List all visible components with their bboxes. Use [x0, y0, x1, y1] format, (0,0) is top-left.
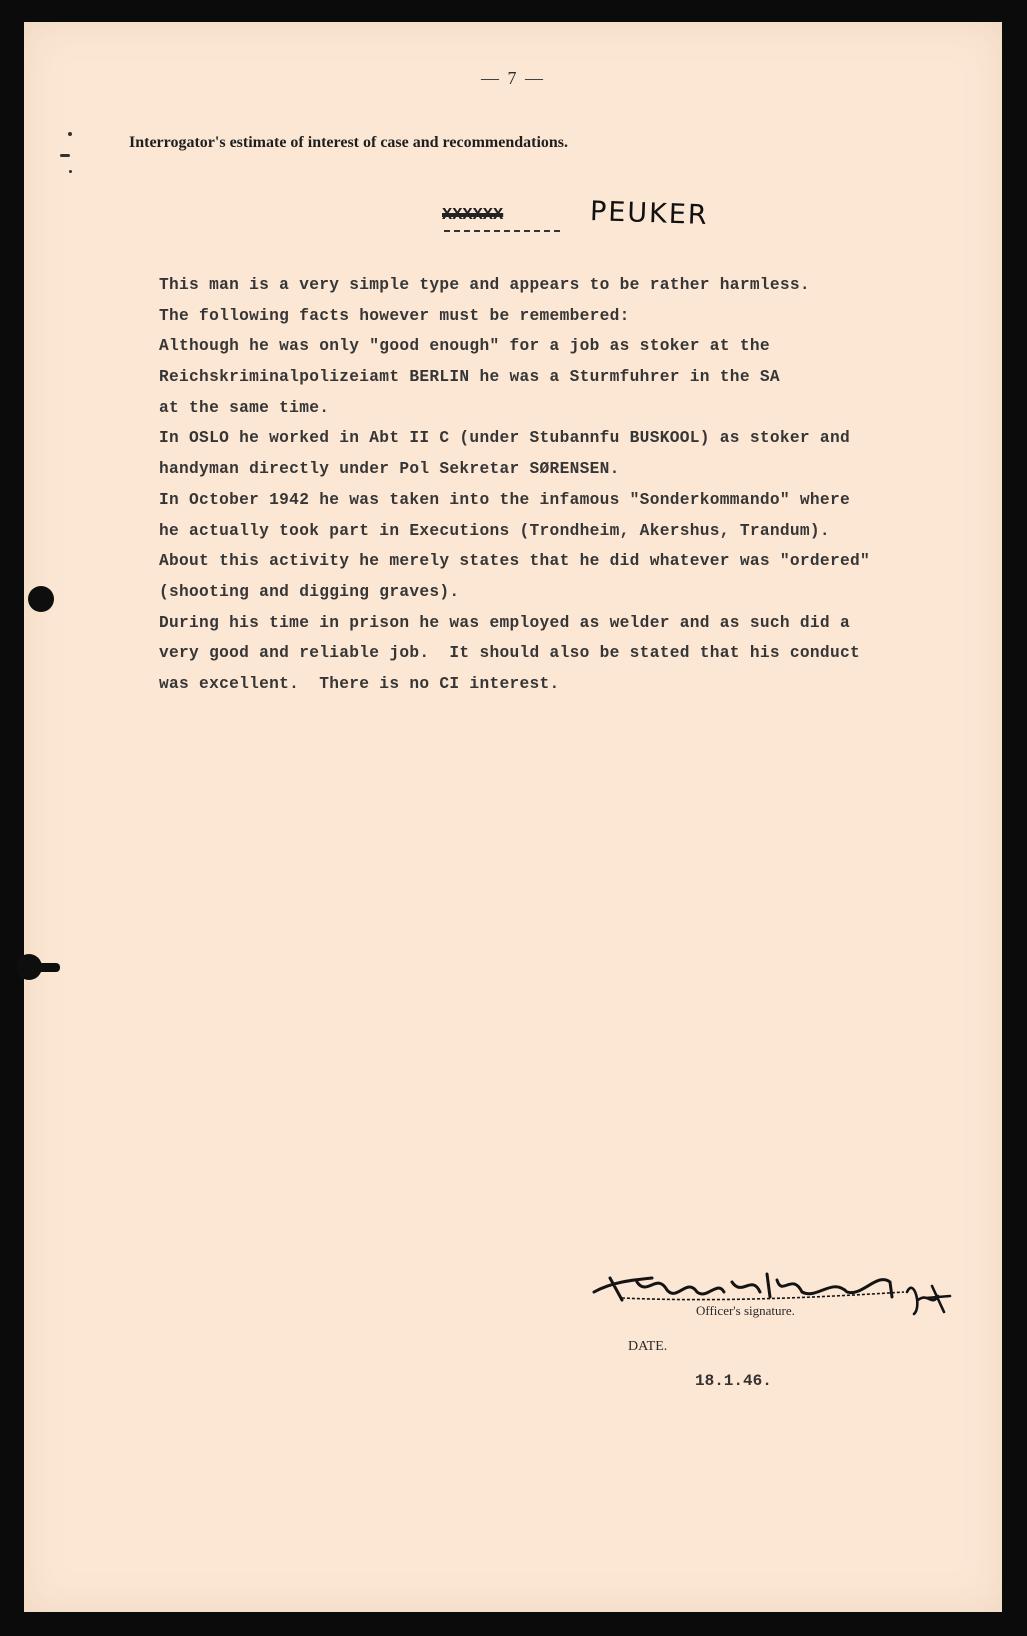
- punch-hole: [28, 586, 54, 612]
- margin-mark: [68, 132, 72, 136]
- page-number: — 7 —: [481, 68, 545, 88]
- subject-name-block: [442, 182, 772, 232]
- body-line: (shooting and digging graves).: [159, 582, 460, 601]
- body-line: In October 1942 he was taken into the infamous "Sonderkommando" where: [159, 490, 850, 509]
- body-line: handyman directly under Pol Sekretar SØRENSEN.: [159, 460, 620, 479]
- officer-signature: [592, 1252, 952, 1332]
- body-line: The following facts however must be remembered:: [159, 306, 630, 325]
- body-line: During his time in prison he was employed as welder and as such did a: [159, 613, 850, 632]
- struck-out-name: XXXXXX: [442, 206, 504, 225]
- handwritten-name: PEUKER: [589, 196, 710, 232]
- body-line: Reichskriminalpolizeiamt BERLIN he was a Sturmfuhrer in the SA: [159, 368, 780, 387]
- body-line: was excellent. There is no CI interest.: [159, 674, 560, 693]
- body-line: at the same time.: [159, 398, 330, 417]
- section-heading: Interrogator's estimate of interest of case and recommendations.: [129, 134, 569, 151]
- signature-label: Officer's signature.: [696, 1303, 795, 1318]
- body-line: In OSLO he worked in Abt II C (under Stubannfu BUSKOOL) as stoker and: [159, 429, 850, 448]
- report-body: [159, 270, 979, 700]
- date-label: DATE.: [628, 1339, 668, 1354]
- body-line: This man is a very simple type and appears to be rather harmless.: [159, 276, 810, 294]
- date-value: 18.1.46.: [695, 1372, 772, 1390]
- body-line: very good and reliable job. It should also be stated that his conduct: [159, 644, 860, 663]
- margin-mark: [60, 154, 70, 157]
- name-underline: [444, 230, 560, 232]
- body-line: he actually took part in Executions (Trondheim, Akershus, Trandum).: [159, 521, 830, 540]
- body-line: Although he was only "good enough" for a job as stoker at the: [159, 337, 770, 356]
- document-page: [24, 22, 1002, 1612]
- margin-mark: [69, 170, 72, 173]
- body-line: About this activity he merely states that he did whatever was "ordered": [159, 552, 870, 571]
- punch-hole-tear: [34, 963, 60, 972]
